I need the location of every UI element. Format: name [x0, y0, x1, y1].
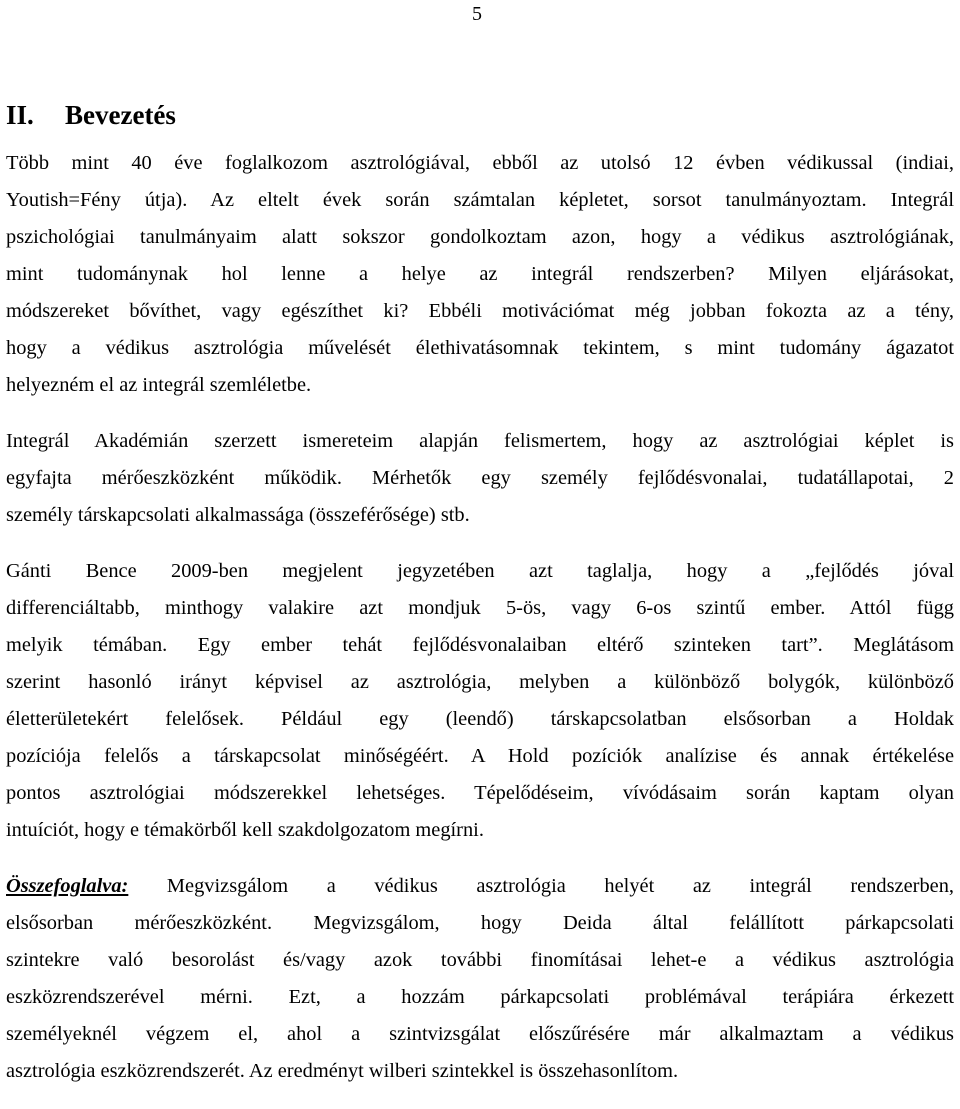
text-line: [6, 868, 954, 905]
paragraph-2: [6, 423, 954, 534]
text-line: melyik témában. Egy ember tehát fejlődésvonalaiban eltérő szinteken tart”. Meglátásom: [6, 634, 954, 656]
text-line: szintekre való besorolást és/vagy azok további finomításai lehet-e a védikus asztrológia: [6, 949, 954, 971]
text-line: egyfajta mérőeszközként működik. Mérhetők egy személy fejlődésvonalai, tudatállapotai, 2: [6, 467, 954, 489]
text-line: asztrológia eszközrendszerét. Az eredményt wilberi szintekkel is összehasonlítom.: [6, 1060, 679, 1082]
text-line: Gánti Bence 2009-ben megjelent jegyzetében azt taglalja, hogy a „fejlődés jóval: [6, 560, 954, 582]
text-line: pszichológiai tanulmányaim alatt sokszor gondolkoztam azon, hogy a védikus asztrológiának,: [6, 226, 954, 248]
text-line: pozíciója felelős a társkapcsolat minőségéért. A Hold pozíciók analízise és annak értékelése: [6, 745, 954, 767]
text-line: életterületekért felelősek. Például egy (leendő) társkapcsolatban elsősorban a Holdak: [6, 708, 954, 730]
text-line: szerint hasonló irányt képvisel az asztrológia, melyben a különböző bolygók, különböző: [6, 671, 954, 693]
text-line: személyeknél végzem el, ahol a szintvizsgálat előszűrésére már alkalmaztam a védikus: [6, 1023, 954, 1045]
text-line: Youtish=Fény útja). Az eltelt évek során számtalan képletet, sorsot tanulmányoztam. Integrál: [6, 189, 954, 211]
text-line: intuíciót, hogy e témakörből kell szakdolgozatom megírni.: [6, 819, 484, 841]
paragraph-1: [6, 145, 954, 404]
section-title: Bevezetés: [65, 100, 176, 130]
text-line: differenciáltabb, minthogy valakire azt mondjuk 5-ös, vagy 6-os szintű ember. Attól függ: [6, 597, 954, 619]
section-number: II.: [6, 100, 34, 130]
text-line: elsősorban mérőeszközként. Megvizsgálom, hogy Deida által felállított párkapcsolati: [6, 912, 954, 934]
summary-label: Összefoglalva:: [6, 875, 129, 897]
page-number: 5: [472, 3, 482, 25]
summary-paragraph: [6, 868, 954, 1090]
text-line: Több mint 40 éve foglalkozom asztrológiával, ebből az utolsó 12 évben védikussal (indiai,: [6, 152, 954, 174]
text-line: hogy a védikus asztrológia művelését élethivatásomnak tekintem, s mint tudomány ágazatot: [6, 337, 954, 359]
text-line: mint tudománynak hol lenne a helye az integrál rendszerben? Milyen eljárásokat,: [6, 263, 954, 285]
summary-first-line: Megvizsgálom a védikus asztrológia helyét az integrál rendszerben,: [128, 875, 954, 897]
body-text: [6, 145, 954, 1109]
text-line: személy társkapcsolati alkalmassága (összeférősége) stb.: [6, 504, 470, 526]
text-line: Integrál Akadémián szerzett ismereteim alapján felismertem, hogy az asztrológiai képlet is: [6, 430, 954, 452]
text-line: módszereket bővíthet, vagy egészíthet ki? Ebbéli motivációmat még jobban fokozta az a tény,: [6, 300, 954, 322]
paragraph-3: [6, 553, 954, 849]
text-line: eszközrendszerével mérni. Ezt, a hozzám párkapcsolati problémával terápiára érkezett: [6, 986, 954, 1008]
section-heading: [6, 98, 176, 132]
text-line: helyezném el az integrál szemléletbe.: [6, 374, 312, 396]
text-line: pontos asztrológiai módszerekkel lehetséges. Tépelődéseim, vívódásaim során kaptam olyan: [6, 782, 954, 804]
